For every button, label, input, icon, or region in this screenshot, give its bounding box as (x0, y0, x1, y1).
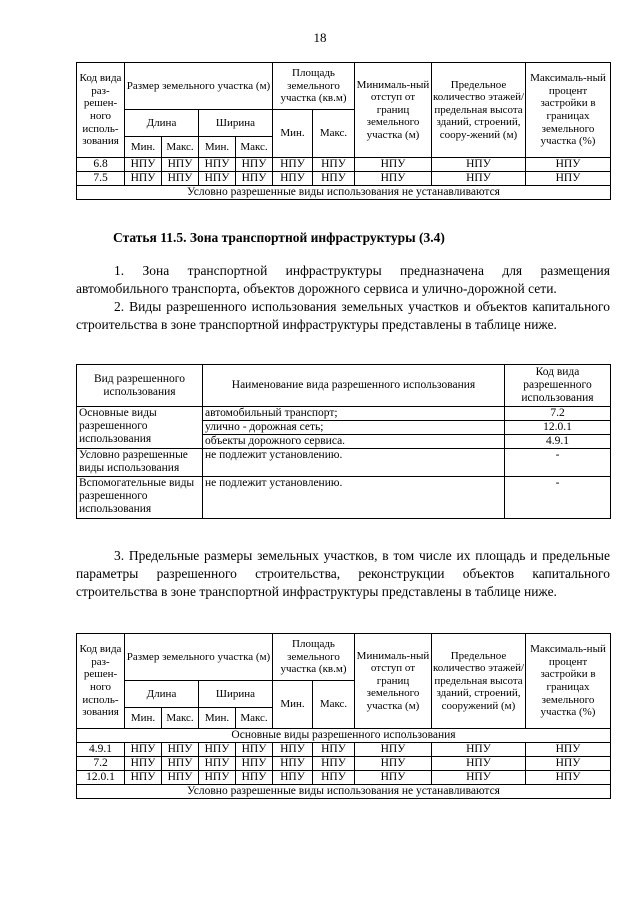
header-area-min: Мин. (273, 110, 313, 158)
conditional-usage-label: Условно разрешенные виды использования (77, 449, 203, 477)
table-row (77, 158, 611, 172)
usage-name: улично - дорожная сеть; (203, 421, 505, 435)
cell: НПУ (162, 172, 199, 186)
cell: НПУ (432, 158, 526, 172)
cell: НПУ (125, 172, 162, 186)
cell: НПУ (273, 771, 313, 785)
header-area-max: Макс. (313, 110, 355, 158)
header-width-max: Макс. (236, 137, 273, 158)
header-width-max: Макс. (236, 708, 273, 729)
header-max-percent: Максималь-ный процент застройки в границах земельного участка (%) (526, 634, 611, 729)
header-code: Код вида раз-решен-ного исполь-зования (77, 634, 125, 729)
table-row (77, 743, 611, 757)
cell: НПУ (355, 757, 432, 771)
header-length: Длина (125, 681, 199, 708)
header-floors: Предельное количество этажей/ предельная высота зданий, строений, сооружений (м) (432, 634, 526, 729)
table-row (77, 407, 611, 421)
cell: НПУ (432, 771, 526, 785)
row-code: 7.2 (77, 757, 125, 771)
cell: НПУ (162, 158, 199, 172)
cell: НПУ (355, 172, 432, 186)
cell: НПУ (355, 743, 432, 757)
header-width-min: Мин. (199, 708, 236, 729)
cell: НПУ (313, 172, 355, 186)
cell: НПУ (526, 757, 611, 771)
header-area-max: Макс. (313, 681, 355, 729)
cell: НПУ (526, 771, 611, 785)
header-length-min: Мин. (125, 708, 162, 729)
parameters-table-2 (76, 633, 611, 799)
usage-name: автомобильный транспорт; (203, 407, 505, 421)
table-row (77, 477, 611, 519)
table-footer: Условно разрешенные виды использования не устанавливаются (77, 186, 611, 200)
header-usage-name: Наименование вида разрешенного использования (203, 365, 505, 407)
cell: НПУ (125, 771, 162, 785)
paragraph-1: 1. Зона транспортной инфраструктуры предназначена для размещения автомобильного транспорта, объектов дорожного сервиса и улично-дорожной сети. (76, 263, 610, 296)
cell: НПУ (526, 158, 611, 172)
usage-name: объекты дорожного сервиса. (203, 435, 505, 449)
cell: НПУ (313, 743, 355, 757)
header-area-min: Мин. (273, 681, 313, 729)
table-footer: Условно разрешенные виды использования не устанавливаются (77, 785, 611, 799)
header-max-percent: Максималь-ный процент застройки в границах земельного участка (%) (526, 63, 611, 158)
cell: НПУ (526, 172, 611, 186)
header-plot-size: Размер земельного участка (м) (125, 63, 273, 110)
cell: НПУ (125, 757, 162, 771)
section-main-usage: Основные виды разрешенного использования (77, 729, 611, 743)
article-heading: Статья 11.5. Зона транспортной инфраструктуры (3.4) (113, 230, 445, 245)
cell: НПУ (236, 757, 273, 771)
header-area: Площадь земельного участка (кв.м) (273, 634, 355, 681)
table-row (77, 757, 611, 771)
header-length-min: Мин. (125, 137, 162, 158)
parameters-table-1 (76, 62, 611, 200)
cell: НПУ (313, 158, 355, 172)
header-length-max: Макс. (162, 708, 199, 729)
header-setback: Минималь-ный отступ от границ земельного участка (м) (355, 63, 432, 158)
header-usage-type: Вид разрешенного использования (77, 365, 203, 407)
cell: НПУ (236, 158, 273, 172)
cell: НПУ (199, 743, 236, 757)
table-row (77, 449, 611, 477)
header-plot-size: Размер земельного участка (м) (125, 634, 273, 681)
cell: НПУ (313, 771, 355, 785)
cell: НПУ (432, 172, 526, 186)
header-usage-code: Код вида разрешенного использования (505, 365, 611, 407)
cell: НПУ (125, 743, 162, 757)
cell: НПУ (526, 743, 611, 757)
header-width: Ширина (199, 110, 273, 137)
cell: НПУ (199, 158, 236, 172)
aux-usage-name: не подлежит установлению. (203, 477, 505, 519)
cell: НПУ (313, 757, 355, 771)
usage-code: 7.2 (505, 407, 611, 421)
row-code: 4.9.1 (77, 743, 125, 757)
cell: НПУ (199, 771, 236, 785)
cell: НПУ (125, 158, 162, 172)
cell: НПУ (199, 757, 236, 771)
cell: НПУ (355, 771, 432, 785)
header-area: Площадь земельного участка (кв.м) (273, 63, 355, 110)
cell: НПУ (162, 771, 199, 785)
row-code: 7.5 (77, 172, 125, 186)
paragraph-2: 2. Виды разрешенного использования земельных участков и объектов капитального строительства в зоне транспортной инфраструктуры представлены в таблице ниже. (76, 299, 610, 332)
conditional-usage-code: - (505, 449, 611, 477)
cell: НПУ (355, 158, 432, 172)
table-row (77, 771, 611, 785)
cell: НПУ (199, 172, 236, 186)
header-setback: Минималь-ный отступ от границ земельного участка (м) (355, 634, 432, 729)
cell: НПУ (162, 757, 199, 771)
header-length: Длина (125, 110, 199, 137)
aux-usage-code: - (505, 477, 611, 519)
usage-types-table (76, 364, 611, 519)
main-usage-label: Основные виды разрешенного использования (77, 407, 203, 449)
usage-code: 12.0.1 (505, 421, 611, 435)
table-row (77, 172, 611, 186)
cell: НПУ (236, 771, 273, 785)
header-width: Ширина (199, 681, 273, 708)
aux-usage-label: Вспомогательные виды разрешенного использования (77, 477, 203, 519)
cell: НПУ (273, 158, 313, 172)
paragraph-3: 3. Предельные размеры земельных участков, в том числе их площадь и предельные параметры разрешенного строительства, реконструкции объектов капитального строительства в зоне транспортной инфраструктуры представлены в таблице ниже. (76, 548, 610, 599)
page-number: 18 (313, 30, 327, 45)
header-width-min: Мин. (199, 137, 236, 158)
usage-code: 4.9.1 (505, 435, 611, 449)
cell: НПУ (273, 743, 313, 757)
cell: НПУ (432, 743, 526, 757)
header-code: Код вида раз-решен-ного исполь-зования (77, 63, 125, 158)
header-length-max: Макс. (162, 137, 199, 158)
header-floors: Предельное количество этажей/ предельная высота зданий, строений, соору-жений (м) (432, 63, 526, 158)
cell: НПУ (236, 172, 273, 186)
cell: НПУ (162, 743, 199, 757)
cell: НПУ (273, 757, 313, 771)
cell: НПУ (432, 757, 526, 771)
row-code: 6.8 (77, 158, 125, 172)
cell: НПУ (273, 172, 313, 186)
row-code: 12.0.1 (77, 771, 125, 785)
cell: НПУ (236, 743, 273, 757)
conditional-usage-name: не подлежит установлению. (203, 449, 505, 477)
